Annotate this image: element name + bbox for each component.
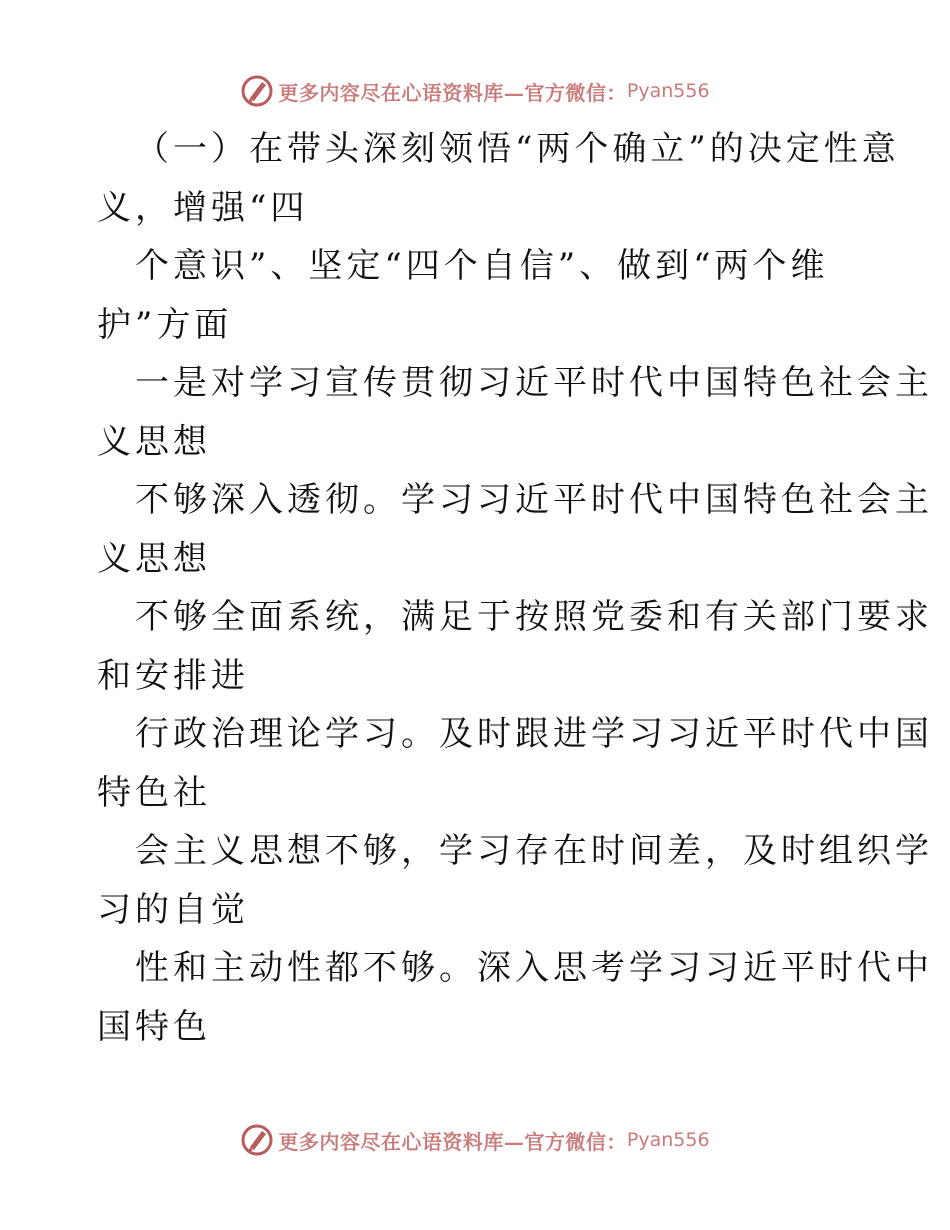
text-line: 会主义思想不够，学习存在时间差，及时组织学 — [135, 831, 933, 871]
text-line: 义思想 — [97, 421, 211, 462]
text-line: 国特色 — [97, 1006, 211, 1047]
text-line: 特色社 — [97, 772, 211, 813]
body-text — [97, 120, 933, 1056]
text-line: 护”方面 — [97, 304, 233, 345]
text-line: （一）在带头深刻领悟“两个确立”的决定性意 — [135, 129, 900, 169]
text-line: 习的自觉 — [97, 889, 249, 930]
text-line: 和安排进 — [97, 655, 249, 696]
text-line: 一是对学习宣传贯彻习近平时代中国特色社会主 — [135, 363, 933, 403]
footer-banner-text: 更多内容尽在心语资料库—官方微信： — [278, 1129, 627, 1154]
text-line: 义思想 — [97, 538, 211, 579]
pen-seal-icon — [240, 74, 274, 108]
text-line: 不够深入透彻。学习习近平时代中国特色社会主 — [135, 480, 933, 520]
pen-seal-icon — [240, 1123, 274, 1157]
header-banner — [0, 71, 950, 111]
text-line: 行政治理论学习。及时跟进学习习近平时代中国 — [135, 714, 933, 754]
text-line: 不够全面系统，满足于按照党委和有关部门要求 — [135, 597, 933, 637]
header-wechat-id: Pyan556 — [626, 80, 710, 102]
header-banner-text: 更多内容尽在心语资料库—官方微信： — [278, 80, 627, 105]
text-line: 个意识”、坚定“四个自信”、做到“两个维 — [135, 246, 829, 286]
text-line: 性和主动性都不够。深入思考学习习近平时代中 — [135, 948, 933, 988]
text-line: 义，增强“四 — [97, 187, 309, 228]
footer-wechat-id: Pyan556 — [626, 1129, 710, 1151]
footer-banner — [0, 1120, 950, 1160]
